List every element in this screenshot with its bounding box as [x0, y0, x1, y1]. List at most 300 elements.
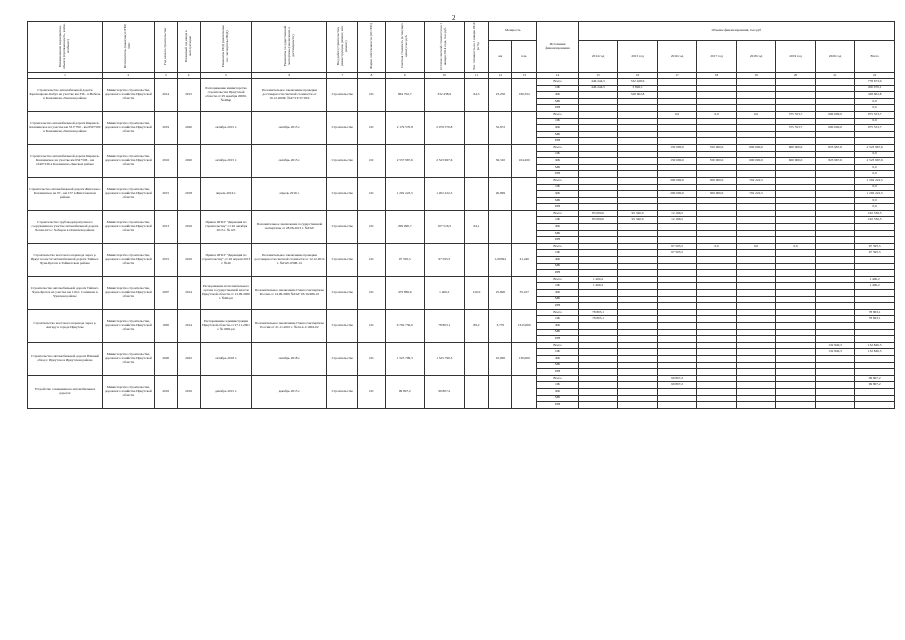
year-value [618, 309, 658, 316]
year-value [736, 316, 776, 323]
year-value [578, 105, 618, 112]
project-pm: 35,167 [512, 276, 537, 309]
total-value: 778 673,0 [855, 79, 895, 86]
year-value [776, 402, 816, 409]
total-value: 0,0 [855, 98, 895, 105]
year-value [697, 290, 737, 297]
year-value [815, 237, 855, 244]
funding-source: МБ [537, 164, 579, 171]
project-expertise: Положительное заключение проверки достоверности сметной стоимости от 12.12.2014 г. №ГАУ-0598-14 [252, 243, 327, 276]
year-value [697, 224, 737, 231]
year-value [578, 250, 618, 257]
year-value: 132 840,3 [815, 342, 855, 349]
projects-body [28, 79, 895, 409]
project-readiness [464, 177, 489, 210]
total-value [855, 388, 895, 395]
year-value [578, 290, 618, 297]
funding-source: ИН [537, 336, 579, 343]
project-work-type: Строительство [327, 210, 358, 243]
project-expertise: октябрь 2015 г. [252, 144, 327, 177]
year-value [815, 85, 855, 92]
year-value [578, 402, 618, 409]
year-value [657, 204, 697, 211]
year-value [736, 322, 776, 329]
project-cost: 2 179 570,8 [385, 111, 425, 144]
header-year: 2019 год [776, 41, 816, 73]
year-value [657, 79, 697, 86]
year-value [618, 362, 658, 369]
year-value [697, 270, 737, 277]
total-value: 0,0 [855, 171, 895, 178]
year-value [657, 263, 697, 270]
year-value [815, 296, 855, 303]
funding-source: ИН [537, 237, 579, 244]
year-value [776, 197, 816, 204]
year-value: 132 840,3 [815, 349, 855, 356]
year-value [815, 204, 855, 211]
project-name: Устройство освещения на автомобильных дорогах [28, 375, 103, 408]
year-value: 328 602,8 [618, 92, 658, 99]
year-value [697, 105, 737, 112]
year-value: 0,0 [657, 111, 697, 118]
year-value [657, 395, 697, 402]
year-value [657, 276, 697, 283]
header-start: Год начала строительства [154, 22, 177, 73]
total-value [855, 224, 895, 231]
year-value [657, 303, 697, 310]
year-value [815, 171, 855, 178]
project-readiness: 64,5 [464, 79, 489, 112]
year-value [697, 309, 737, 316]
year-value [815, 138, 855, 145]
header-executor: Исполнитель (заказчик) ОГБУ, ЗАО [102, 22, 154, 73]
project-cost: 479 869,6 [385, 276, 425, 309]
year-value [618, 204, 658, 211]
project-expertise: Положительное заключение Главгосэкспертизы России от 21.11.2001 г. №24-4-1/1004-02 [252, 309, 327, 342]
funding-source: ФБ [537, 290, 579, 297]
year-value [618, 151, 658, 158]
year-value [815, 217, 855, 224]
funding-source: Всего [537, 79, 579, 86]
year-value [578, 263, 618, 270]
project-executor: Министерство строительства, дорожного хозяйства Иркутской области [102, 210, 154, 243]
year-value [776, 395, 816, 402]
year-value [815, 105, 855, 112]
year-value [618, 243, 658, 250]
header-year: 2015 год [618, 41, 658, 73]
financing-table [27, 21, 895, 409]
funding-source: Всего [537, 144, 579, 151]
year-value [697, 369, 737, 376]
year-value: 375 553,7 [776, 125, 816, 132]
year-value: 78 803,1 [578, 316, 618, 323]
year-value [776, 362, 816, 369]
column-number: 10 [425, 73, 465, 79]
funding-source: ОБ [537, 118, 579, 125]
year-value: 600 000,0 [776, 144, 816, 151]
project-pm [512, 177, 537, 210]
year-value: 3 826,1 [618, 85, 658, 92]
year-value [736, 118, 776, 125]
total-value: 1 400,2 [855, 283, 895, 290]
project-name: Строительство трубоводопропускного сооружения на участке автомобильной дороги Бохан-Оса с Хабаров в Осинском районе [28, 210, 103, 243]
year-value: 78 803,1 [578, 309, 618, 316]
year-value [736, 362, 776, 369]
year-value [618, 402, 658, 409]
year-value [736, 349, 776, 356]
column-number: 9 [385, 73, 425, 79]
financing-row [28, 342, 895, 349]
year-value [618, 105, 658, 112]
year-value [815, 197, 855, 204]
year-value [578, 362, 618, 369]
funding-source: Всего [537, 177, 579, 184]
year-value [618, 111, 658, 118]
year-value [657, 388, 697, 395]
year-value [578, 243, 618, 250]
total-value [855, 322, 895, 329]
project-end-year: 2016 [177, 243, 200, 276]
total-value: 328 602,8 [855, 92, 895, 99]
year-value [578, 270, 618, 277]
page-number: 2 [452, 14, 456, 22]
year-value [697, 395, 737, 402]
total-value [855, 369, 895, 376]
project-name: Строительство автомобильной дороги Красноярово-Кабул на участке км 336 - п.Небель в Казачинско-Ленском районе [28, 79, 103, 112]
header-form: Форма собственности (ОС/МС) [358, 22, 385, 73]
project-rest: 1 400,2 [425, 276, 465, 309]
year-value [736, 151, 776, 158]
total-value [855, 230, 895, 237]
year-value [697, 283, 737, 290]
year-value [578, 171, 618, 178]
year-value: 823 967,6 [815, 158, 855, 165]
project-expertise: октябрь 2015 г. [252, 111, 327, 144]
project-work-type: Строительство [327, 342, 358, 375]
funding-source: ИН [537, 270, 579, 277]
year-value [776, 151, 816, 158]
financing-row [28, 177, 895, 184]
year-value [618, 98, 658, 105]
column-number: 16 [618, 73, 658, 79]
project-executor: Министерство строительства, дорожного хозяйства Иркутской области [102, 342, 154, 375]
year-value [618, 303, 658, 310]
project-expertise: декабрь 2015 г. [252, 375, 327, 408]
year-value: 0,0 [697, 111, 737, 118]
financing-row [28, 309, 895, 316]
year-value [776, 270, 816, 277]
year-value [657, 270, 697, 277]
year-value: 0,0 [776, 243, 816, 250]
project-end-year: 2020 [177, 111, 200, 144]
year-value [815, 329, 855, 336]
year-value [697, 362, 737, 369]
year-value [815, 309, 855, 316]
year-value [578, 197, 618, 204]
year-value [736, 171, 776, 178]
funding-source: Всего [537, 276, 579, 283]
total-value: 132 840,3 [855, 342, 895, 349]
year-value: 99 807,2 [657, 382, 697, 389]
year-value [618, 144, 658, 151]
year-value [815, 362, 855, 369]
project-cost: 97 595,5 [385, 243, 425, 276]
project-work-type: Строительство [327, 243, 358, 276]
project-km: 36,310 [489, 144, 512, 177]
funding-source: МБ [537, 131, 579, 138]
year-value [657, 309, 697, 316]
funding-source: ФБ [537, 257, 579, 264]
header-year: 2014 год [578, 41, 618, 73]
year-value [618, 224, 658, 231]
project-readiness [464, 243, 489, 276]
year-value [697, 342, 737, 349]
project-cost: 99 807,2 [385, 375, 425, 408]
year-value: 375 553,7 [776, 111, 816, 118]
year-value [697, 197, 737, 204]
year-value [618, 369, 658, 376]
project-work-type: Строительство [327, 309, 358, 342]
year-value: 99 807,2 [657, 375, 697, 382]
funding-source: Всего [537, 342, 579, 349]
total-value: 975 553,7 [855, 125, 895, 132]
project-psd: декабрь 2015 г. [200, 375, 252, 408]
year-value [618, 276, 658, 283]
year-value: 95 340,0 [618, 217, 658, 224]
year-value: 85 000,0 [578, 210, 618, 217]
year-value [736, 92, 776, 99]
year-value [736, 164, 776, 171]
year-value [618, 125, 658, 132]
project-work-type: Строительство [327, 177, 358, 210]
project-readiness: 64,1 [464, 210, 489, 243]
project-pm: 160,352 [512, 79, 537, 112]
total-value [855, 402, 895, 409]
year-value: 600 000,0 [815, 111, 855, 118]
year-value [697, 402, 737, 409]
total-value [855, 290, 895, 297]
year-value [618, 131, 658, 138]
year-value [815, 79, 855, 86]
year-value [618, 329, 658, 336]
year-value: 150 000,0 [657, 144, 697, 151]
funding-source: ОБ [537, 184, 579, 191]
total-value: 192 536,5 [855, 217, 895, 224]
project-executor: Министерство строительства, дорожного хозяйства Иркутской области [102, 177, 154, 210]
year-value [815, 382, 855, 389]
year-value [657, 118, 697, 125]
year-value [736, 329, 776, 336]
total-value: 97 595,5 [855, 250, 895, 257]
column-number: 11 [464, 73, 489, 79]
year-value [776, 217, 816, 224]
total-value: 1 400,2 [855, 276, 895, 283]
year-value [578, 382, 618, 389]
project-name: Строительство автомобильной дороги Киренск-Казачинское на участке км 654+506 - км 1049+236 в Казачинско-Ленском районе [28, 144, 103, 177]
year-value [697, 303, 737, 310]
project-psd: Приказ ОГКУ "Дирекция по строительству" от 26 апреля 2013 г. №40 [200, 243, 252, 276]
year-value: 0,0 [697, 243, 737, 250]
project-ownership: ОС [358, 276, 385, 309]
year-value [578, 257, 618, 264]
header-end: Плановый год ввода в эксплуатацию [177, 22, 200, 73]
project-psd: октябрь 2015 г. [200, 111, 252, 144]
year-value [578, 230, 618, 237]
year-value [618, 388, 658, 395]
year-value [736, 303, 776, 310]
project-start-year: 2020 [154, 342, 177, 375]
year-value: 97 595,5 [657, 243, 697, 250]
project-km: 20,099 [489, 177, 512, 210]
year-value [657, 131, 697, 138]
year-value [776, 342, 816, 349]
year-value [776, 296, 816, 303]
year-value [736, 105, 776, 112]
year-value [657, 355, 697, 362]
project-ownership: ОС [358, 79, 385, 112]
year-value [736, 342, 776, 349]
project-start-year: 2007 [154, 276, 177, 309]
funding-source: ОБ [537, 217, 579, 224]
total-value: 0,0 [855, 118, 895, 125]
header-sources: Источники финансирования [537, 22, 579, 73]
year-value: 1 400,2 [578, 276, 618, 283]
project-work-type: Строительство [327, 375, 358, 408]
funding-source: Всего [537, 375, 579, 382]
funding-source: МБ [537, 197, 579, 204]
year-value [776, 204, 816, 211]
financing-row [28, 243, 895, 250]
year-value [578, 204, 618, 211]
year-value [815, 283, 855, 290]
year-value: 12 196,5 [657, 217, 697, 224]
year-value [736, 263, 776, 270]
funding-source: ФБ [537, 322, 579, 329]
total-value [855, 329, 895, 336]
total-value [855, 336, 895, 343]
header-km: км [489, 41, 512, 73]
year-value [776, 118, 816, 125]
year-value [697, 263, 737, 270]
year-value [618, 349, 658, 356]
year-value: 600 000,0 [815, 125, 855, 132]
project-executor: Министерство строительства, дорожного хозяйства Иркутской области [102, 144, 154, 177]
total-value [855, 138, 895, 145]
year-value: 0,0 [736, 111, 776, 118]
year-value [697, 296, 737, 303]
project-end-year: 2015 [177, 79, 200, 112]
project-start-year: 1995 [154, 309, 177, 342]
project-rest: 2 523 967,6 [425, 144, 465, 177]
year-value [736, 224, 776, 231]
total-value: 0,0 [855, 184, 895, 191]
year-value: 200 000,0 [657, 191, 697, 198]
year-value [618, 184, 658, 191]
year-value [776, 329, 816, 336]
year-value [578, 322, 618, 329]
project-end-year: 2014 [177, 309, 200, 342]
year-value [776, 316, 816, 323]
year-value [776, 388, 816, 395]
year-value [736, 276, 776, 283]
year-value [815, 191, 855, 198]
column-number: 17 [657, 73, 697, 79]
year-value [736, 375, 776, 382]
year-value [618, 342, 658, 349]
year-value [578, 144, 618, 151]
year-value [657, 98, 697, 105]
financing-row [28, 375, 895, 382]
header-row [28, 22, 895, 41]
year-value [736, 138, 776, 145]
year-value [776, 177, 816, 184]
total-value [855, 131, 895, 138]
year-value [657, 257, 697, 264]
project-pm [512, 375, 537, 408]
year-value [815, 375, 855, 382]
year-value [815, 270, 855, 277]
year-value [815, 336, 855, 343]
total-value: 132 840,3 [855, 349, 895, 356]
total-value: 99 807,2 [855, 382, 895, 389]
header-year: 2018 год [736, 41, 776, 73]
project-end-year: 2018 [177, 177, 200, 210]
year-value [815, 263, 855, 270]
year-value [736, 210, 776, 217]
year-value [618, 177, 658, 184]
header-pm: п.м. [512, 41, 537, 73]
project-rest: 2 079 570,8 [425, 111, 465, 144]
year-value [815, 230, 855, 237]
year-value [618, 257, 658, 264]
year-value [815, 369, 855, 376]
financing-row [28, 144, 895, 151]
project-start-year: 2014 [154, 79, 177, 112]
year-value: 200 000,0 [657, 177, 697, 184]
year-value [618, 395, 658, 402]
year-value [618, 138, 658, 145]
total-value: 450 070,1 [855, 85, 895, 92]
year-value [657, 349, 697, 356]
year-value [618, 171, 658, 178]
year-value [776, 131, 816, 138]
year-value [697, 98, 737, 105]
funding-source: ОБ [537, 349, 579, 356]
funding-source: ОБ [537, 250, 579, 257]
year-value [815, 322, 855, 329]
year-value [578, 237, 618, 244]
year-value [736, 402, 776, 409]
year-value [578, 342, 618, 349]
year-value [657, 296, 697, 303]
year-value [697, 388, 737, 395]
year-value [578, 395, 618, 402]
funding-source: ФБ [537, 224, 579, 231]
year-value [578, 336, 618, 343]
year-value: 300 000,0 [697, 191, 737, 198]
year-value [736, 395, 776, 402]
project-name: Строительство автомобильной дороги Жигалово-Казачинское на 97 - км 157 в Жигаловском районе [28, 177, 103, 210]
year-value [776, 210, 816, 217]
project-start-year: 2016 [154, 144, 177, 177]
year-value [578, 375, 618, 382]
year-value [578, 111, 618, 118]
year-value [618, 382, 658, 389]
header-volume: Объемы финансирования, тыс.руб [578, 22, 894, 41]
year-value [736, 290, 776, 297]
year-value [697, 151, 737, 158]
year-value [776, 303, 816, 310]
